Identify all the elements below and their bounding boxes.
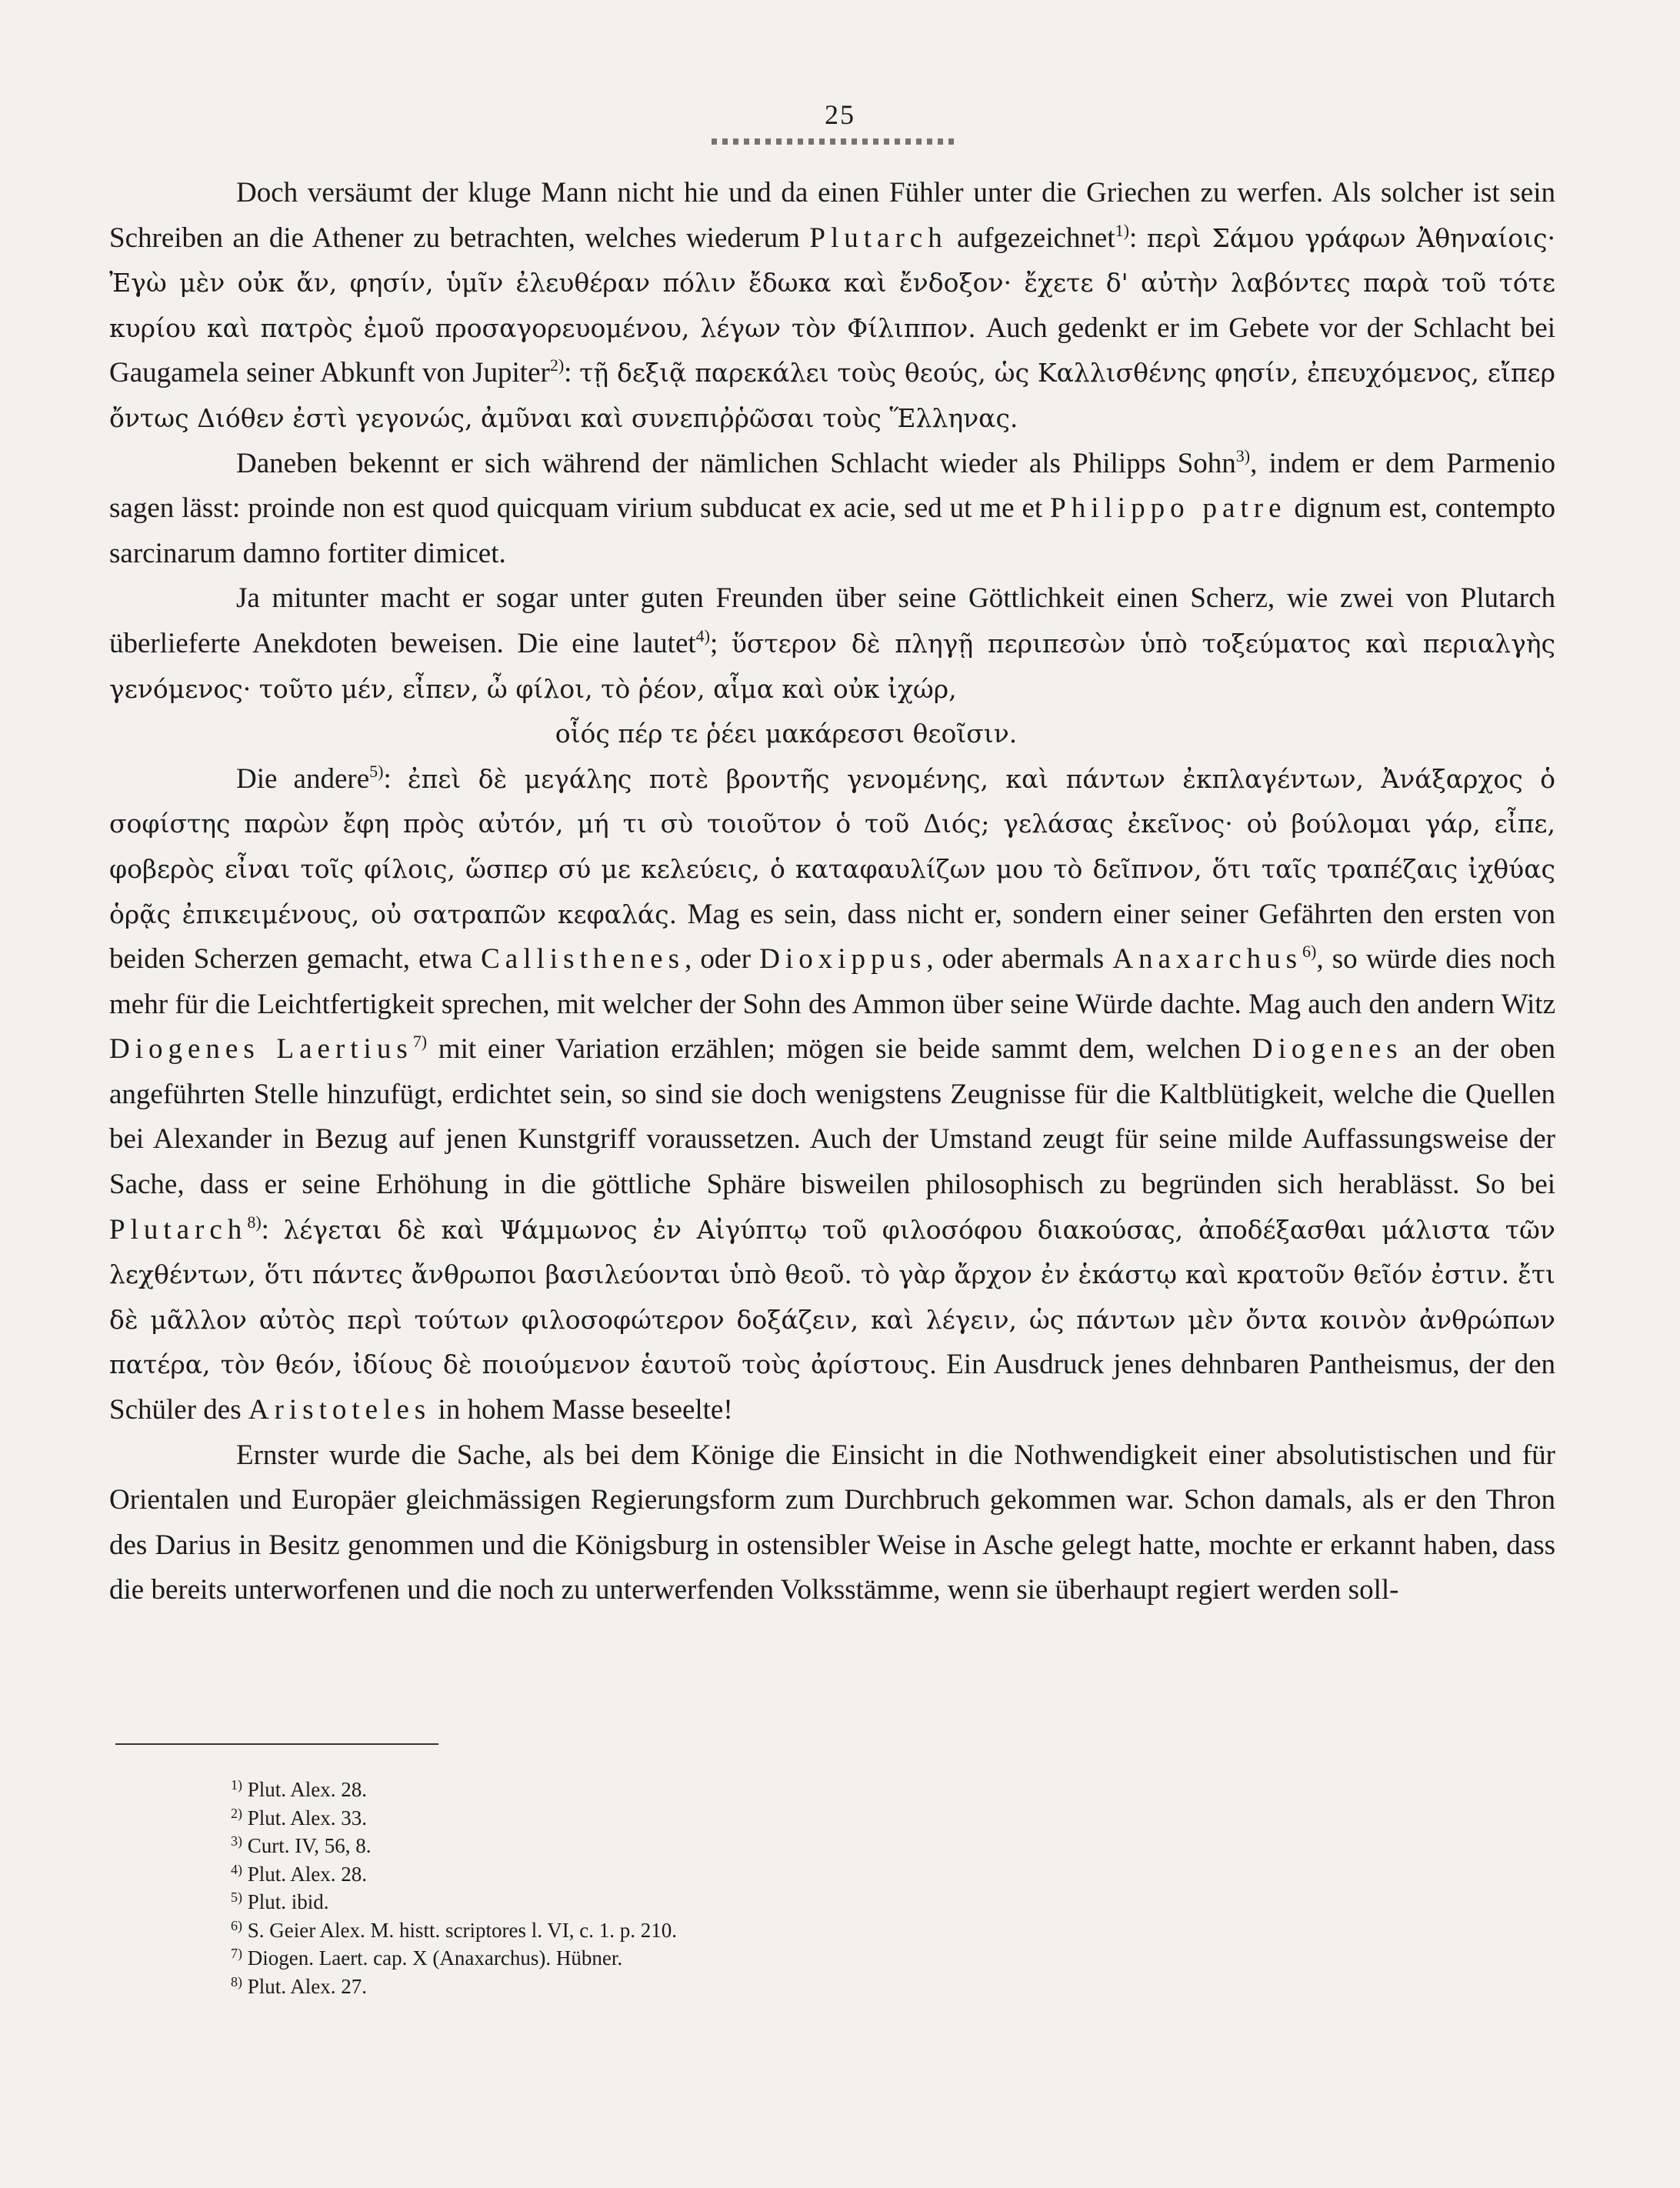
paragraph: [109, 442, 1555, 577]
spaced-name: Plutarch: [809, 222, 948, 254]
text-run: , indem er dem Parmenio sagen lässt: proinde non est quod quicquam virium subducat ex acie, sed ut me et: [109, 447, 1556, 525]
text-run: :: [1128, 222, 1147, 254]
footnote-separator: [115, 1743, 438, 1745]
footnote-reference: 4): [695, 625, 710, 645]
header-ornament-rule: [712, 138, 958, 145]
footnote-text: Plut. Alex. 27.: [247, 1974, 368, 1998]
text-run: Die andere: [236, 762, 370, 795]
page-number: 25: [825, 99, 855, 130]
greek-quotation: περὶ Σάμου γράφων Ἀθηναίοις· Ἐγὼ μὲν οὐκ ἄν, φησίν, ὑμῖν ἐλευθέραν πόλιν ἔδωκα καὶ ἔνδοξον· ἔχετε δ' αὐτὴν λαβόντες παρὰ τοῦ τότε κυρίου καὶ πατρὸς ἐμοῦ προσαγορευομένου, λέγων τὸν Φίλιππον.: [109, 222, 1555, 343]
footnote: [231, 1916, 677, 1945]
text-run: ;: [710, 627, 732, 659]
text-run: :: [383, 762, 408, 795]
footnote-text: Plut. ibid.: [247, 1890, 329, 1913]
text-run: Ernster wurde die Sache, als bei dem Könige die Einsicht in die Nothwendigkeit einer absolutistischen und für Orientalen und Europäer gleichmässigen Regierungsform zum Durchbruch gekommen war. Schon damals, als er den Thron des Darius in Besitz genommen und die Königsburg in ostensibler Weise in Asche gelegt hatte, mochte er erkannt haben, dass die bereits unterworfenen und die noch zu unterwerfenden Volksstämme, wenn sie überhaupt regiert werden soll-: [109, 1439, 1555, 1606]
footnote-reference: 5): [369, 761, 384, 781]
footnote-number: 5): [231, 1889, 242, 1905]
footnotes: [231, 1776, 677, 2000]
text-run: Auch gedenkt er im Gebete vor der Schlacht bei Gaugamela seiner Abkunft von Jupiter: [109, 312, 1555, 389]
footnote-number: 8): [231, 1973, 242, 1990]
footnote-text: Plut. Alex. 28.: [247, 1778, 368, 1801]
text-run: aufgezeichnet: [947, 222, 1115, 254]
footnote: [231, 1973, 677, 2001]
footnote-number: 6): [231, 1917, 242, 1933]
greek-quotation: τῇ δεξιᾷ παρεκάλει τοὺς θεούς, ὡς Καλλισθένης φησίν, ἐπευχόμενος, εἴπερ ὄντως Διόθεν ἐστὶ γεγονώς, ἀμῦναι καὶ συνεπιῤῥῶσαι τοὺς Ἕλληνας.: [109, 358, 1556, 433]
footnote-number: 7): [231, 1946, 242, 1961]
footnote-text: Plut. Alex. 28.: [247, 1862, 368, 1886]
footnote-reference: 8): [247, 1212, 262, 1232]
text-run: an der oben angeführten Stelle hinzufügt, erdichtet sein, so sind sie doch wenigstens Zeugnisse für die Kaltblütigkeit, welche die Quellen bei Alexander in Bezug auf jenen Kunstgriff voraussetzen. Auch der Umstand zeugt für seine milde Auffassungsweise der Sache, dass er seine Erhöhung in die göttliche Sphäre bisweilen philosophisch zu begründen sich herablässt. So bei: [109, 1033, 1555, 1201]
spaced-name: Callisthenes: [481, 943, 685, 976]
footnote: [231, 1860, 677, 1889]
footnote-text: Curt. IV, 56, 8.: [247, 1834, 372, 1857]
footnote-reference: 6): [1302, 942, 1317, 962]
paragraph: [109, 171, 1555, 442]
spaced-name: Anaxarchus: [1112, 943, 1303, 976]
text-run: , so würde dies noch mehr für die Leichtfertigkeit sprechen, mit welcher der Sohn des Ammon über seine Würde dachte. Mag auch den andern Witz: [109, 943, 1555, 1020]
text-run: dignum est, contempto sarcinarum damno fortiter dimicet.: [109, 492, 1555, 569]
text-run: , oder abermals: [926, 943, 1113, 976]
spaced-name: Diogenes Laertius: [109, 1033, 413, 1066]
text-run: Ja mitunter macht er sogar unter guten Freunden über seine Göttlichkeit einen Scherz, wie zwei von Plutarch überlieferte Anekdoten beweisen. Die eine lautet: [109, 582, 1555, 659]
text-run: Ein Ausdruck jenes dehnbaren Pantheismus, der den Schüler des: [109, 1349, 1556, 1426]
text-run: mit einer Variation erzählen; mögen sie beide sammt dem, welchen: [427, 1033, 1252, 1066]
text-run: Doch versäumt der kluge Mann nicht hie und da einen Fühler unter die Griechen zu werfen. Als solcher ist sein Schreiben an die Athener zu betrachten, welches wiederum: [109, 177, 1555, 254]
text-run: in hohem Masse beseelte!: [431, 1394, 733, 1426]
greek-quotation: οἷός πέρ τε ῥέει μακάρεσσι θεοῖσιν.: [555, 719, 1018, 749]
paragraph: [109, 1433, 1555, 1613]
text-run: , oder: [685, 943, 760, 976]
spaced-name: Plutarch: [109, 1213, 248, 1246]
spaced-name: Dioxippus: [759, 943, 927, 976]
footnote: [231, 1804, 677, 1833]
text-run: Daneben bekennt er sich während der nämlichen Schlacht wieder als Philipps Sohn: [236, 447, 1236, 479]
footnote: [231, 1832, 677, 1860]
body-text: [109, 171, 1555, 1613]
footnote-number: 4): [231, 1861, 242, 1877]
text-run: Mag es sein, dass nicht er, sondern einer seiner Gefährten den ersten von beiden Scherzen gemacht, etwa: [109, 898, 1555, 976]
footnote-reference: 3): [1235, 445, 1251, 465]
footnote: [231, 1776, 677, 1804]
greek-quotation: λέγεται δὲ καὶ Ψάμμωνος ἐν Αἰγύπτῳ τοῦ φιλοσόφου διακούσας, ἀποδέξασθαι μάλιστα τῶν λεχθέντων, ὅτι πάντες ἄνθρωποι βασιλεύονται ὑπὸ θεοῦ. τὸ γὰρ ἄρχον ἐν ἑκάστῳ καὶ κρατοῦν θεῖόν ἐστιν. ἔτι δὲ μᾶλλον αὐτὸς περὶ τούτων φιλοσοφώτερον δοξάζειν, καὶ λέγειν, ὡς πάντων μὲν ὄντα κοινὸν ἀνθρώπων πατέρα, τὸν θεόν, ἰδίους δὲ ποιούμενον ἑαυτοῦ τοὺς ἀρίστους.: [109, 1214, 1555, 1380]
footnote-reference: 7): [412, 1032, 428, 1052]
footnote-text: S. Geier Alex. M. histt. scriptores l. VI, c. 1. p. 210.: [247, 1918, 677, 1942]
greek-quotation: ἐπεὶ δὲ μεγάλης ποτὲ βροντῆς γενομένης, καὶ πάντων ἐκπλαγέντων, Ἀνάξαρχος ὁ σοφίστης παρὼν ἔφη πρὸς αὐτόν, μή τι σὺ τοιοῦτον ὁ τοῦ Διός; γελάσας ἐκεῖνος· οὐ βούλομαι γάρ, εἶπε, φοβερὸς εἶναι τοῖς φίλοις, ὥσπερ σύ με κελεύεις, ὁ καταφαυλίζων μου τὸ δεῖπνον, ὅτι ταῖς τραπέζαις ἰχθύας ὁρᾷς ἐπικειμένους, οὐ σατραπῶν κεφαλάς.: [109, 763, 1556, 929]
text-run: :: [564, 357, 580, 389]
footnote-number: 1): [231, 1777, 242, 1793]
footnote-reference: 1): [1115, 220, 1129, 240]
spaced-name: Diogenes: [1252, 1033, 1403, 1066]
footnote-reference: 2): [549, 355, 565, 375]
paragraph: [109, 757, 1555, 1433]
spaced-name: Philippo patre: [1050, 492, 1287, 525]
paragraph: [109, 576, 1555, 712]
footnote-number: 3): [231, 1833, 242, 1849]
footnote-text: Diogen. Laert. cap. X (Anaxarchus). Hübner.: [247, 1946, 623, 1970]
footnote: [231, 1944, 677, 1973]
verse-quotation: [109, 712, 1555, 757]
footnote-number: 2): [231, 1805, 242, 1821]
spaced-name: Aristoteles: [248, 1394, 432, 1426]
greek-quotation: ὕστερον δὲ πληγῇ περιπεσὼν ὑπὸ τοξεύματος καὶ περιαλγὴς γενόμενος· τοῦτο μέν, εἶπεν, ὦ φίλοι, τὸ ῥέον, αἷμα καὶ οὐκ ἰχώρ,: [109, 628, 1555, 704]
footnote-text: Plut. Alex. 33.: [247, 1806, 368, 1829]
footnote: [231, 1888, 677, 1916]
text-run: :: [261, 1213, 284, 1246]
